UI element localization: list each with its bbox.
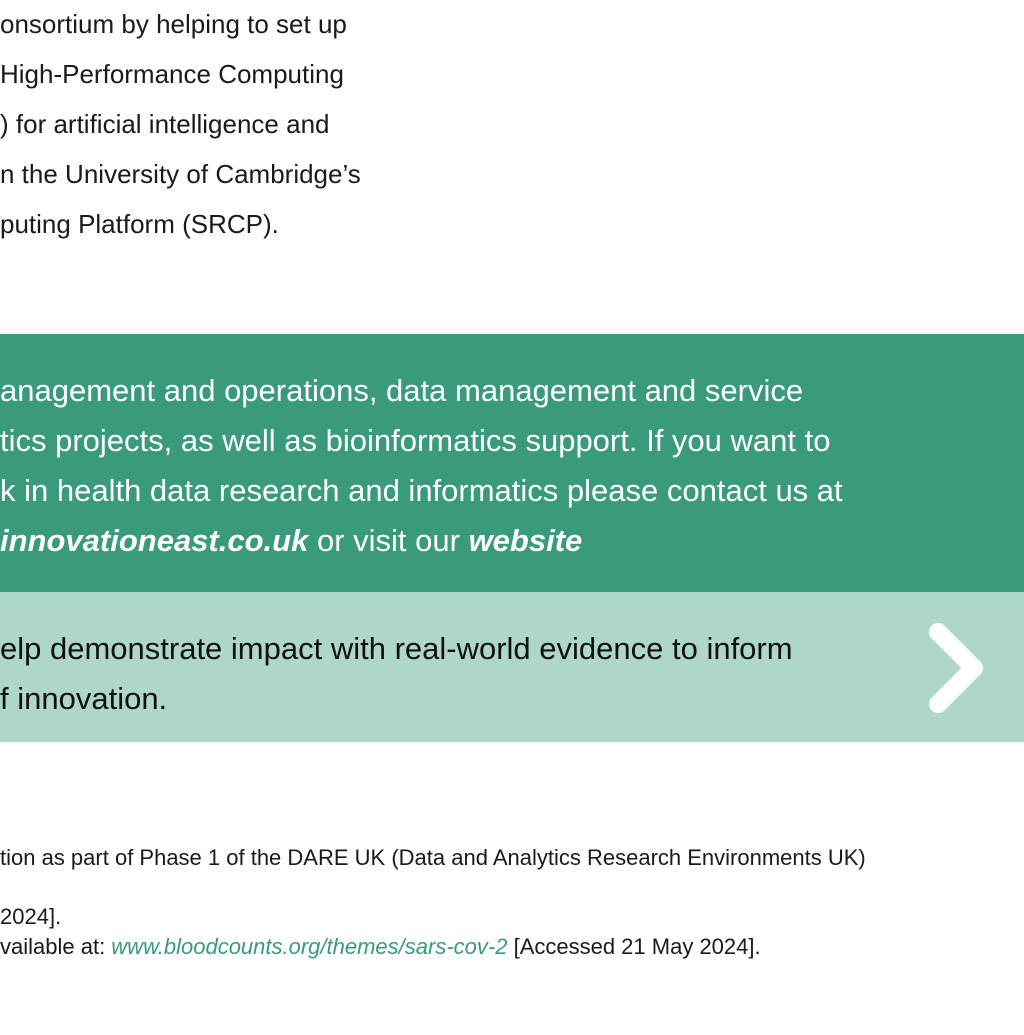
contact-line [0,525,582,556]
impact-line: elp demonstrate impact with real-world evidence to inform [0,631,793,666]
services-callout [0,334,1024,592]
intro-line: onsortium by helping to set up [0,9,347,39]
website-link[interactable]: website [468,523,583,558]
chevron-right-icon[interactable] [922,620,986,716]
impact-line: f innovation. [0,681,168,716]
reference-prefix: vailable at: [0,934,112,959]
impact-callout [0,592,1024,742]
or-visit-text: or visit our [308,523,469,558]
intro-line: n the University of Cambridge’s [0,159,361,189]
reference-line: 2024]. [0,904,62,929]
intro-line: puting Platform (SRCP). [0,209,279,239]
services-line: anagement and operations, data management and service [0,373,804,408]
services-line: tics projects, as well as bioinformatics support. If you want to [0,423,831,458]
reference-line: tion as part of Phase 1 of the DARE UK (Data and Analytics Research Environments UK) [0,845,866,870]
contact-email-link[interactable]: innovationeast.co.uk [0,523,309,558]
services-line: k in health data research and informatics please contact us at [0,473,843,508]
reference-line [0,936,761,958]
intro-line: High-Performance Computing [0,59,344,89]
reference-suffix: [Accessed 21 May 2024]. [507,934,761,959]
bloodcounts-link[interactable]: www.bloodcounts.org/themes/sars-cov-2 [111,934,508,959]
intro-line: ) for artificial intelligence and [0,109,330,139]
